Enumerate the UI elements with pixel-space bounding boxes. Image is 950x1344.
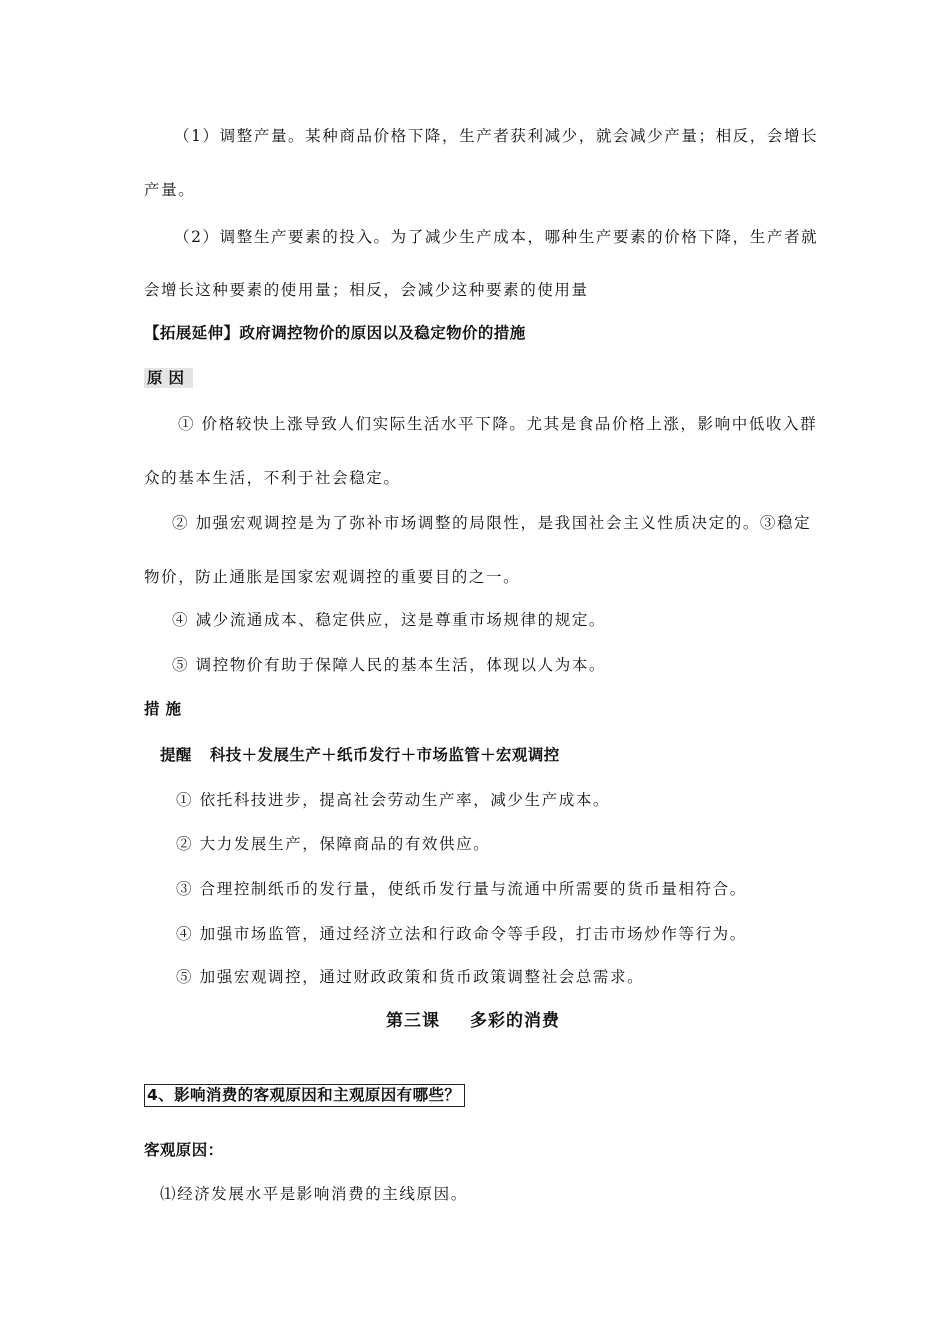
reminder-label: 提醒 bbox=[160, 746, 192, 764]
paragraph-adjust-inputs-line2: 会增长这种要素的使用量；相反，会减少这种要素的使用量 bbox=[144, 281, 589, 299]
reminder-line bbox=[160, 745, 560, 765]
reason-2-line1: ② 加强宏观调控是为了弥补市场调整的局限性，是我国社会主义性质决定的。③稳定 bbox=[172, 514, 812, 532]
paragraph-adjust-output-line2: 产量。 bbox=[144, 181, 196, 199]
measure-4: ④ 加强市场监管，通过经济立法和行政命令等手段，打击市场炒作等行为。 bbox=[176, 925, 747, 943]
question-line bbox=[144, 1085, 465, 1105]
measure-3: ③ 合理控制纸币的发行量，使纸币发行量与流通中所需要的货币量相符合。 bbox=[176, 880, 747, 898]
reason-2-line2: 物价，防止通胀是国家宏观调控的重要目的之一。 bbox=[144, 568, 521, 586]
measure-5: ⑤ 加强宏观调控，通过财政政策和货币政策调整社会总需求。 bbox=[176, 968, 645, 986]
objective-heading: 客观原因： bbox=[144, 1141, 224, 1159]
reasons-heading bbox=[144, 368, 193, 388]
extension-title: 【拓展延伸】政府调控物价的原因以及稳定物价的措施 bbox=[144, 324, 526, 342]
reason-1-line2: 众的基本生活，不利于社会稳定。 bbox=[144, 469, 401, 487]
measures-heading: 措施 bbox=[144, 700, 188, 718]
objective-item-1: ⑴经济发展水平是影响消费的主线原因。 bbox=[160, 1185, 468, 1203]
reason-1-line1: ① 价格较快上涨导致人们实际生活水平下降。尤其是食品价格上涨，影响中低收入群 bbox=[178, 415, 818, 433]
question-title: 4、影响消费的客观原因和主观原因有哪些？ bbox=[144, 1084, 465, 1107]
reasons-heading-label: 原因 bbox=[144, 368, 193, 388]
reason-4: ④ 减少流通成本、稳定供应，这是尊重市场规律的规定。 bbox=[172, 611, 607, 629]
lesson-name: 多彩的消费 bbox=[470, 1011, 560, 1031]
measure-2: ② 大力发展生产，保障商品的有效供应。 bbox=[176, 835, 491, 853]
reason-5: ⑤ 调控物价有助于保障人民的基本生活，体现以人为本。 bbox=[172, 656, 607, 674]
lesson-title bbox=[386, 1011, 560, 1031]
measure-1: ① 依托科技进步，提高社会劳动生产率，减少生产成本。 bbox=[176, 791, 611, 809]
reminder-text: 科技＋发展生产＋纸币发行＋市场监管＋宏观调控 bbox=[209, 746, 560, 764]
paragraph-adjust-output-line1: （1）调整产量。某种商品价格下降，生产者获利减少，就会减少产量；相反，会增长 bbox=[174, 127, 819, 145]
lesson-number: 第三课 bbox=[386, 1011, 440, 1031]
paragraph-adjust-inputs-line1: （2）调整生产要素的投入。为了减少生产成本，哪种生产要素的价格下降，生产者就 bbox=[174, 228, 819, 246]
